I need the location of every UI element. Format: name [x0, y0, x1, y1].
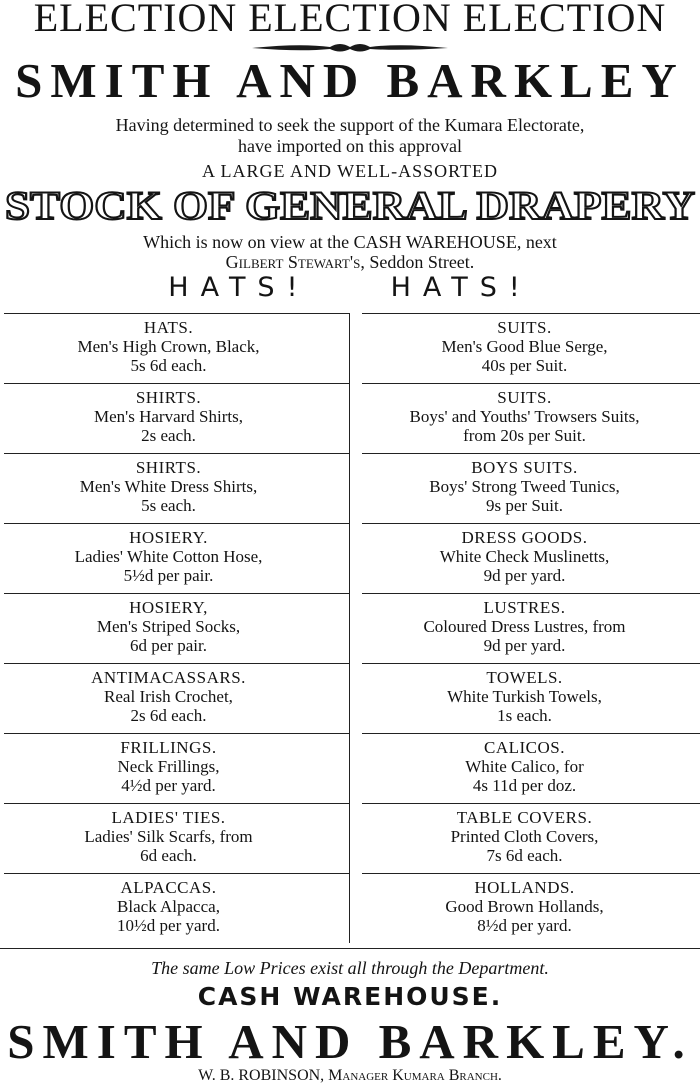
price-item	[356, 598, 693, 655]
intro-line-1: Having determined to seek the support of the Kumara Electorate,	[115, 115, 585, 135]
election-banner: ELECTION ELECTION ELECTION	[33, 0, 667, 40]
item-heading: LUSTRES.	[483, 598, 566, 617]
intro-line-2: have imported on this approval	[238, 136, 462, 156]
street-name: , Seddon Street.	[360, 252, 475, 272]
row-rule	[4, 803, 349, 804]
item-description: Real Irish Crochet,	[104, 687, 233, 706]
price-item	[0, 878, 337, 935]
price-item	[0, 458, 337, 515]
item-heading: LADIES' TIES.	[111, 808, 226, 827]
item-price: 9d per yard.	[483, 566, 566, 585]
manager-name: W. B. ROBINSON,	[198, 1067, 325, 1084]
item-heading: CALICOS.	[484, 738, 565, 757]
hats-banner	[0, 273, 700, 303]
item-price: 5s each.	[141, 496, 196, 515]
item-price: 2s each.	[141, 426, 196, 445]
item-description: Men's Harvard Shirts,	[94, 407, 243, 426]
item-heading: FRILLINGS.	[120, 738, 217, 757]
item-heading: DRESS GOODS.	[461, 528, 588, 547]
item-description: Men's Striped Socks,	[96, 617, 241, 636]
column-divider	[349, 313, 350, 943]
manager-line	[0, 1066, 700, 1086]
item-price: 1s each.	[497, 706, 552, 725]
item-price: 2s 6d each.	[130, 706, 207, 725]
stock-text: STOCK OF GENERAL DRAPERY	[5, 183, 696, 228]
price-item	[356, 808, 693, 865]
item-price: 6d each.	[140, 846, 197, 865]
item-price: 5s 6d each.	[130, 356, 207, 375]
item-price: 4½d per yard.	[121, 776, 216, 795]
row-rule	[4, 523, 349, 524]
item-price: 9s per Suit.	[486, 496, 563, 515]
price-item	[0, 668, 337, 725]
price-item	[0, 318, 337, 375]
item-heading: BOYS SUITS.	[471, 458, 578, 477]
row-rule	[4, 873, 349, 874]
item-description: White Turkish Towels,	[447, 687, 602, 706]
item-heading: TOWELS.	[486, 668, 563, 687]
item-description: Ladies' White Cotton Hose,	[74, 547, 263, 566]
item-description: Boys' Strong Tweed Tunics,	[429, 477, 620, 496]
view-line-2	[0, 251, 700, 273]
item-heading: HOSIERY,	[129, 598, 208, 617]
item-heading: ANTIMACASSARS.	[91, 668, 246, 687]
price-item	[356, 878, 693, 935]
row-rule	[362, 313, 700, 314]
item-description: Good Brown Hollands,	[445, 897, 604, 916]
item-heading: HOLLANDS.	[474, 878, 575, 897]
firm-name: SMITH AND BARKLEY	[15, 53, 685, 108]
hats-left: HATS!	[168, 272, 310, 303]
price-item	[356, 528, 693, 585]
item-price: 6d per pair.	[130, 636, 207, 655]
item-description: Neck Frillings,	[117, 757, 220, 776]
price-item	[356, 738, 693, 795]
item-heading: SHIRTS.	[135, 388, 202, 407]
item-price: 10½d per yard.	[117, 916, 220, 935]
price-item	[356, 668, 693, 725]
neighbour-name: Gilbert Stewart's	[225, 252, 361, 272]
item-description: Ladies' Silk Scarfs, from	[84, 827, 253, 846]
row-rule	[4, 593, 349, 594]
price-item	[0, 808, 337, 865]
row-rule	[4, 663, 349, 664]
price-item	[0, 738, 337, 795]
price-item	[0, 598, 337, 655]
price-item	[356, 318, 693, 375]
item-description: Black Alpacca,	[117, 897, 220, 916]
item-description: White Calico, for	[465, 757, 584, 776]
firm-name-footer: SMITH AND BARKLEY.	[7, 1014, 693, 1069]
item-heading: HATS.	[143, 318, 194, 337]
item-description: White Check Muslinetts,	[439, 547, 610, 566]
row-rule	[4, 453, 349, 454]
item-price: 9d per yard.	[483, 636, 566, 655]
item-heading: HOSIERY.	[129, 528, 208, 547]
row-rule	[362, 383, 700, 384]
item-price: 5½d per pair.	[123, 566, 214, 585]
price-item	[0, 528, 337, 585]
row-rule	[362, 523, 700, 524]
item-price: 8½d per yard.	[477, 916, 572, 935]
price-item	[356, 388, 693, 445]
item-heading: SHIRTS.	[135, 458, 202, 477]
item-description: Coloured Dress Lustres, from	[423, 617, 626, 636]
item-heading: ALPACCAS.	[120, 878, 217, 897]
price-item	[0, 388, 337, 445]
item-price: 7s 6d each.	[486, 846, 563, 865]
item-price: from 20s per Suit.	[463, 426, 586, 445]
row-rule	[362, 663, 700, 664]
item-description: Men's High Crown, Black,	[77, 337, 260, 356]
row-rule	[4, 383, 349, 384]
row-rule	[4, 313, 349, 314]
item-description: Men's White Dress Shirts,	[79, 477, 258, 496]
item-description: Printed Cloth Covers,	[450, 827, 599, 846]
manager-title: Manager Kumara Branch.	[328, 1067, 502, 1084]
row-rule	[362, 593, 700, 594]
item-description: Men's Good Blue Serge,	[441, 337, 608, 356]
item-price: 40s per Suit.	[481, 356, 568, 375]
row-rule	[362, 453, 700, 454]
cash-warehouse: CASH WAREHOUSE.	[197, 982, 503, 1011]
item-price: 4s 11d per doz.	[472, 776, 577, 795]
row-rule	[362, 803, 700, 804]
hats-right: HATS!	[390, 272, 532, 303]
item-description: Boys' and Youths' Trowsers Suits,	[409, 407, 640, 426]
tagline: The same Low Prices exist all through the Department.	[151, 958, 549, 978]
view-line-1: Which is now on view at the CASH WAREHOUSE, next	[143, 232, 557, 252]
row-rule	[362, 873, 700, 874]
price-item	[356, 458, 693, 515]
item-heading: SUITS.	[497, 388, 552, 407]
stock-heading	[0, 183, 700, 229]
item-heading: SUITS.	[497, 318, 552, 337]
bottom-rule	[0, 948, 700, 949]
row-rule	[4, 733, 349, 734]
item-heading: TABLE COVERS.	[456, 808, 593, 827]
row-rule	[362, 733, 700, 734]
assorted-line: A LARGE AND WELL-ASSORTED	[201, 161, 499, 181]
